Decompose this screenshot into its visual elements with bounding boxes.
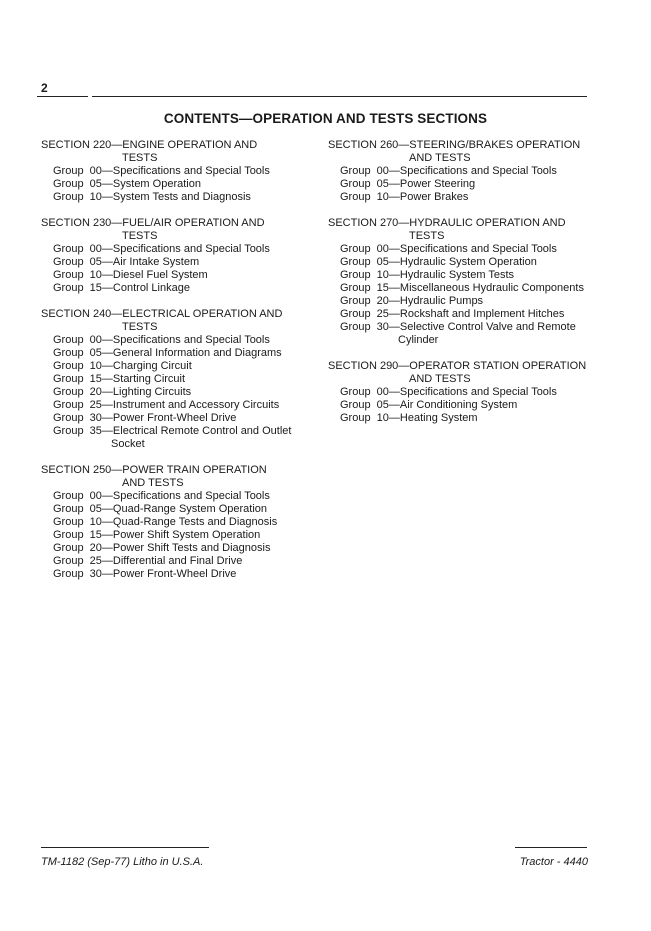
group-entry — [328, 178, 598, 191]
group-entry — [41, 360, 311, 373]
group-entry — [328, 191, 598, 204]
group-entry-text: Group 20—Hydraulic Pumps — [340, 295, 484, 307]
group-entry-text: Group 00—Specifications and Special Tools — [53, 334, 270, 346]
group-entry — [41, 282, 311, 295]
section-heading-text: SECTION 220—ENGINE OPERATION AND — [41, 139, 258, 151]
group-entry — [328, 243, 598, 256]
section-heading-text: SECTION 270—HYDRAULIC OPERATION AND — [328, 217, 566, 229]
group-entry-text: Group 30—Selective Control Valve and Remote — [340, 321, 576, 333]
group-entry-text: Group 00—Specifications and Special Tools — [53, 490, 270, 502]
header-rule-gap — [88, 95, 92, 98]
section-heading-continuation: TESTS — [409, 230, 445, 242]
group-entry — [328, 295, 598, 308]
group-entry-text: Group 10—Quad-Range Tests and Diagnosis — [53, 516, 278, 528]
section-heading — [328, 217, 598, 243]
section-heading — [41, 217, 311, 243]
group-entry-text: Group 00—Specifications and Special Tools — [340, 386, 557, 398]
section-heading — [41, 308, 311, 334]
group-entry — [328, 412, 598, 425]
group-entry — [41, 269, 311, 282]
group-entry — [41, 555, 311, 568]
group-entry — [41, 165, 311, 178]
group-entry-text: Group 00—Specifications and Special Tools — [340, 243, 557, 255]
group-entry — [41, 347, 311, 360]
page-number: 2 — [41, 81, 48, 95]
group-entry-text: Group 30—Power Front-Wheel Drive — [53, 568, 237, 580]
contents-section — [41, 464, 311, 581]
group-entry-continuation: Cylinder — [398, 334, 439, 346]
group-entry-text: Group 20—Power Shift Tests and Diagnosis — [53, 542, 271, 554]
group-entry-text: Group 05—Quad-Range System Operation — [53, 503, 268, 515]
group-entry-text: Group 30—Power Front-Wheel Drive — [53, 412, 237, 424]
section-heading-text: SECTION 260—STEERING/BRAKES OPERATION — [328, 139, 581, 151]
section-heading-continuation: TESTS — [122, 152, 158, 164]
group-entry — [328, 282, 598, 295]
group-entry — [41, 178, 311, 191]
group-entry — [328, 321, 598, 347]
section-heading — [41, 464, 311, 490]
header-rule — [37, 96, 587, 97]
group-entry-text: Group 05—Hydraulic System Operation — [340, 256, 537, 268]
section-heading — [41, 139, 311, 165]
group-entry-text: Group 05—Power Steering — [340, 178, 476, 190]
group-entry-text: Group 15—Starting Circuit — [53, 373, 186, 385]
group-entry — [41, 568, 311, 581]
group-entry-text: Group 35—Electrical Remote Control and Outlet — [53, 425, 292, 437]
section-heading-continuation: TESTS — [122, 230, 158, 242]
group-entry-text: Group 25—Instrument and Accessory Circuits — [53, 399, 280, 411]
contents-section — [328, 360, 598, 425]
group-entry — [41, 386, 311, 399]
group-entry — [328, 269, 598, 282]
group-entry-text: Group 25—Rockshaft and Implement Hitches — [340, 308, 565, 320]
group-entry-text: Group 10—Diesel Fuel System — [53, 269, 208, 281]
page-title: CONTENTS—OPERATION AND TESTS SECTIONS — [163, 111, 488, 126]
group-entry-text: Group 05—Air Intake System — [53, 256, 200, 268]
group-entry-continuation: Socket — [111, 438, 145, 450]
group-entry — [328, 256, 598, 269]
group-entry-text: Group 15—Control Linkage — [53, 282, 190, 294]
contents-section — [328, 217, 598, 347]
group-entry — [41, 373, 311, 386]
group-entry-text: Group 00—Specifications and Special Tools — [53, 165, 270, 177]
contents-section — [41, 139, 311, 204]
group-entry — [41, 191, 311, 204]
group-entry — [41, 516, 311, 529]
section-heading — [328, 139, 598, 165]
group-entry — [41, 542, 311, 555]
section-heading-text: SECTION 240—ELECTRICAL OPERATION AND — [41, 308, 283, 320]
group-entry — [328, 165, 598, 178]
group-entry — [41, 334, 311, 347]
footer-publication-info: TM-1182 (Sep-77) Litho in U.S.A. — [41, 856, 204, 868]
group-entry — [41, 529, 311, 542]
group-entry — [328, 399, 598, 412]
group-entry-text: Group 10—Hydraulic System Tests — [340, 269, 515, 281]
section-heading-continuation: TESTS — [122, 321, 158, 333]
group-entry — [328, 386, 598, 399]
group-entry — [41, 425, 311, 451]
contents-right-column — [328, 139, 598, 438]
group-entry — [41, 243, 311, 256]
group-entry-text: Group 10—System Tests and Diagnosis — [53, 191, 251, 203]
group-entry — [41, 503, 311, 516]
footer-rule-left — [41, 847, 209, 848]
contents-section — [41, 308, 311, 451]
section-heading-text: SECTION 230—FUEL/AIR OPERATION AND — [41, 217, 265, 229]
section-heading-continuation: AND TESTS — [409, 373, 471, 385]
group-entry-text: Group 25—Differential and Final Drive — [53, 555, 243, 567]
group-entry — [41, 399, 311, 412]
group-entry-text: Group 10—Power Brakes — [340, 191, 469, 203]
section-heading-continuation: AND TESTS — [409, 152, 471, 164]
group-entry-text: Group 10—Heating System — [340, 412, 478, 424]
contents-section — [41, 217, 311, 295]
section-heading-text: SECTION 250—POWER TRAIN OPERATION — [41, 464, 267, 476]
group-entry-text: Group 10—Charging Circuit — [53, 360, 192, 372]
section-heading-text: SECTION 290—OPERATOR STATION OPERATION — [328, 360, 587, 372]
footer-model: Tractor - 4440 — [519, 856, 588, 868]
section-heading — [328, 360, 598, 386]
group-entry-text: Group 00—Specifications and Special Tools — [53, 243, 270, 255]
footer-rule-right — [515, 847, 587, 848]
group-entry — [328, 308, 598, 321]
group-entry-text: Group 05—Air Conditioning System — [340, 399, 518, 411]
group-entry-text: Group 15—Power Shift System Operation — [53, 529, 261, 541]
contents-left-column — [41, 139, 311, 594]
group-entry — [41, 490, 311, 503]
group-entry-text: Group 05—System Operation — [53, 178, 201, 190]
group-entry-text: Group 20—Lighting Circuits — [53, 386, 192, 398]
group-entry — [41, 412, 311, 425]
group-entry-text: Group 15—Miscellaneous Hydraulic Components — [340, 282, 584, 294]
section-heading-continuation: AND TESTS — [122, 477, 184, 489]
contents-section — [328, 139, 598, 204]
group-entry-text: Group 05—General Information and Diagrams — [53, 347, 282, 359]
group-entry-text: Group 00—Specifications and Special Tools — [340, 165, 557, 177]
group-entry — [41, 256, 311, 269]
